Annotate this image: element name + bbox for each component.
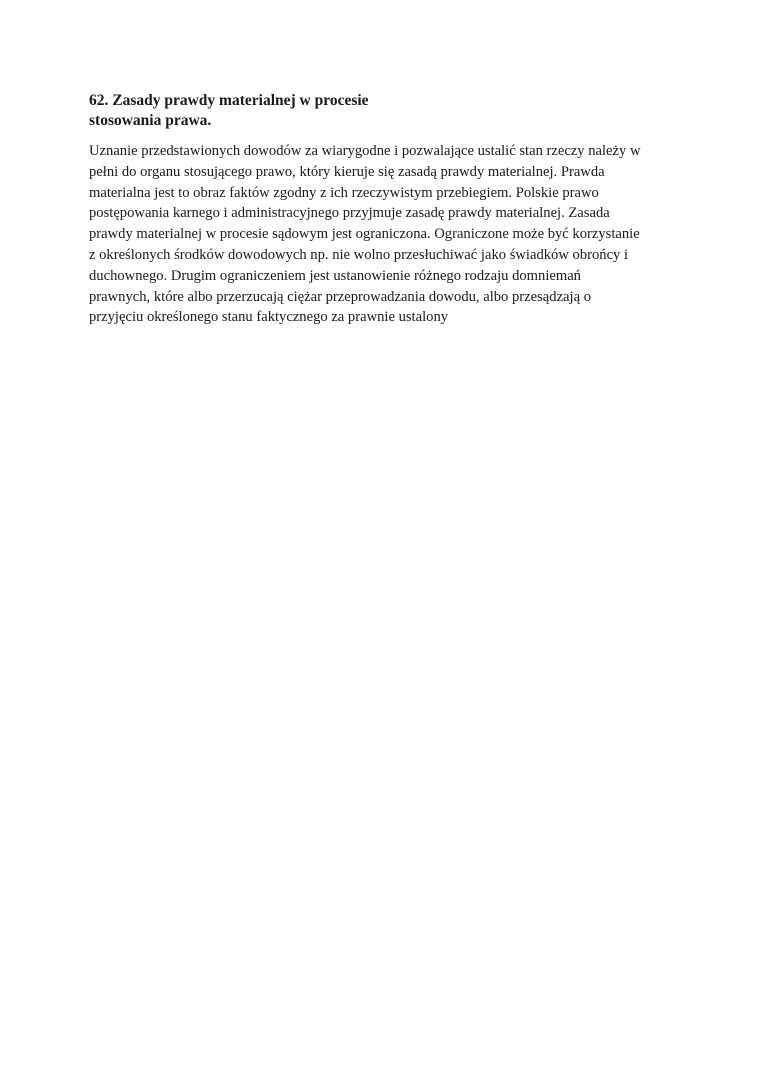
paragraph-line: pełni do organu stosującego prawo, który kieruje się zasadą prawdy materialnej. Prawda (89, 163, 605, 180)
paragraph-line: postępowania karnego i administracyjnego przyjmuje zasadę prawdy materialnej. Zasada (89, 205, 610, 222)
paragraph-line: z określonych środków dowodowych np. nie wolno przesłuchiwać jako świadków obrońcy i (89, 246, 629, 263)
paragraph-line: Uznanie przedstawionych dowodów za wiarygodne i pozwalające ustalić stan rzeczy należy w (89, 143, 641, 159)
section-heading (89, 91, 679, 131)
document-content (89, 91, 679, 328)
body-paragraph (89, 141, 679, 328)
heading-line: stosowania prawa. (89, 112, 212, 129)
paragraph-line: prawdy materialnej w procesie sądowym jest ograniczona. Ograniczone może być korzystanie (89, 226, 640, 243)
paragraph-line: przyjęciu określonego stanu faktycznego za prawnie ustalony (89, 309, 449, 326)
heading-line: 62. Zasady prawdy materialnej w procesie (89, 92, 369, 109)
paragraph-line: duchownego. Drugim ograniczeniem jest ustanowienie różnego rodzaju domniemań (89, 267, 581, 284)
paragraph-line: prawnych, które albo przerzucają ciężar przeprowadzania dowodu, albo przesądzają o (89, 288, 592, 305)
paragraph-line: materialna jest to obraz faktów zgodny z ich rzeczywistym przebiegiem. Polskie prawo (89, 184, 599, 201)
